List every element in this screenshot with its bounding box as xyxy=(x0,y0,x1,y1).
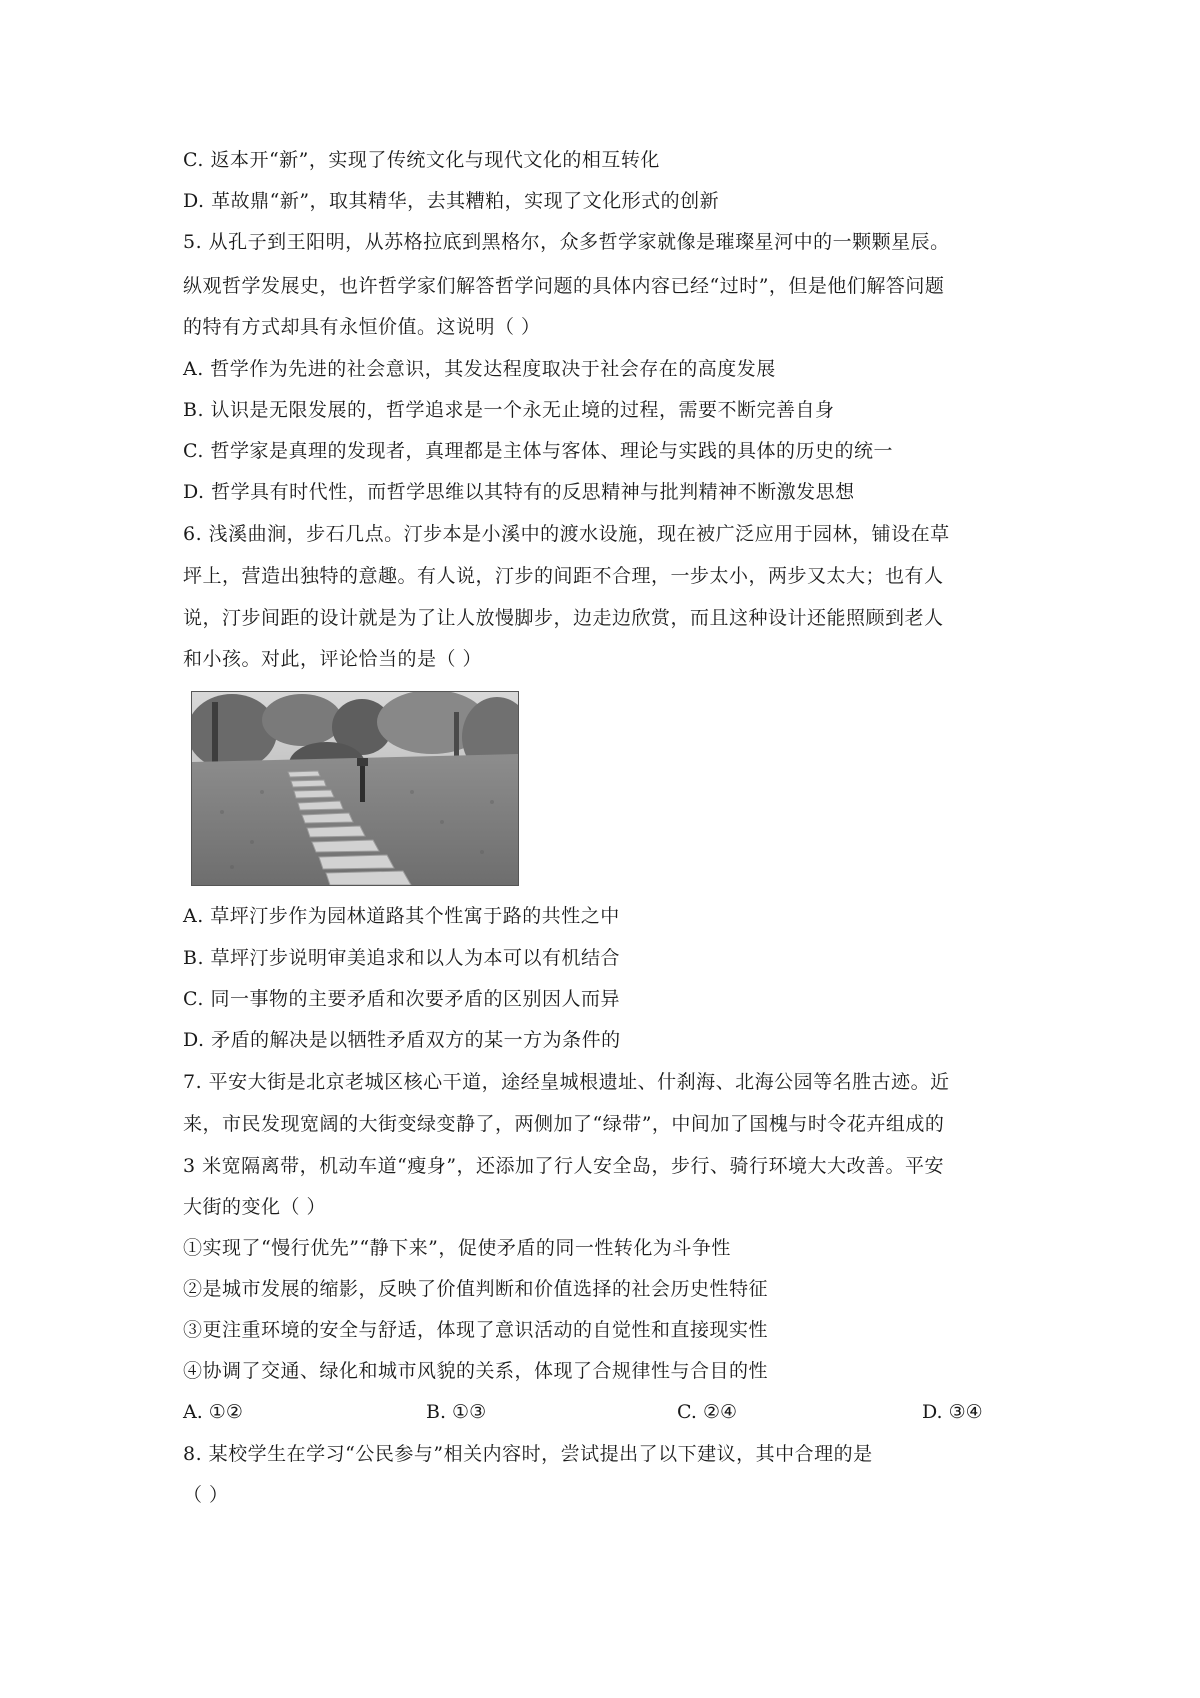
q6-option-a: A. 草坪汀步作为园林道路其个性寓于路的共性之中 xyxy=(183,905,620,927)
q6-option-c: C. 同一事物的主要矛盾和次要矛盾的区别因人而异 xyxy=(183,988,620,1010)
q7-stem-line-1: 7. 平安大街是北京老城区核心干道，途经皇城根遗址、什刹海、北海公园等名胜古迹。近 xyxy=(183,1071,950,1093)
q5-option-b: B. 认识是无限发展的，哲学追求是一个永无止境的过程，需要不断完善自身 xyxy=(183,399,835,421)
q4-option-d: D. 革故鼎“新”，取其精华，去其糟粕，实现了文化形式的创新 xyxy=(183,190,720,212)
q5-option-a: A. 哲学作为先进的社会意识，其发达程度取决于社会存在的高度发展 xyxy=(183,358,776,380)
q7-stem-line-4: 大街的变化（ ） xyxy=(183,1196,327,1218)
q5-option-d: D. 哲学具有时代性，而哲学思维以其特有的反思精神与批判精神不断激发思想 xyxy=(183,481,855,503)
q7-item-1: ①实现了“慢行优先”“静下来”，促使矛盾的同一性转化为斗争性 xyxy=(183,1237,731,1259)
q6-stem-line-4: 和小孩。对此，评论恰当的是（ ） xyxy=(183,648,483,670)
q6-stem-line-2: 坪上，营造出独特的意趣。有人说，汀步的间距不合理，一步太小，两步又太大；也有人 xyxy=(183,565,944,587)
q8-stem-line-2: （ ） xyxy=(183,1484,229,1506)
q8-stem-line-1: 8. 某校学生在学习“公民参与”相关内容时，尝试提出了以下建议，其中合理的是 xyxy=(183,1443,873,1465)
q7-stem-line-3: 3 米宽隔离带，机动车道“瘦身”，还添加了行人安全岛，步行、骑行环境大大改善。平安 xyxy=(183,1155,945,1177)
q7-item-3: ③更注重环境的安全与舒适，体现了意识活动的自觉性和直接现实性 xyxy=(183,1319,769,1341)
q5-stem-line-1: 5. 从孔子到王阳明，从苏格拉底到黑格尔，众多哲学家就像是璀璨星河中的一颗颗星辰。 xyxy=(183,231,950,253)
q7-option-a: A. ①② xyxy=(183,1401,243,1423)
q4-option-c: C. 返本开“新”，实现了传统文化与现代文化的相互转化 xyxy=(183,149,660,171)
q5-option-c: C. 哲学家是真理的发现者，真理都是主体与客体、理论与实践的具体的历史的统一 xyxy=(183,440,893,462)
q6-option-b: B. 草坪汀步说明审美追求和以人为本可以有机结合 xyxy=(183,947,621,969)
stepping-stone-photo xyxy=(191,691,519,886)
q6-stem-line-1: 6. 浅溪曲涧，步石几点。汀步本是小溪中的渡水设施，现在被广泛应用于园林，铺设在草 xyxy=(183,523,950,545)
q7-option-c: C. ②④ xyxy=(677,1401,738,1423)
q6-stem-line-3: 说，汀步间距的设计就是为了让人放慢脚步，边走边欣赏，而且这种设计还能照顾到老人 xyxy=(183,607,944,629)
q6-option-d: D. 矛盾的解决是以牺牲矛盾双方的某一方为条件的 xyxy=(183,1029,621,1051)
q5-stem-line-3: 的特有方式却具有永恒价值。这说明（ ） xyxy=(183,316,541,338)
stepping-stone-photo-drawing xyxy=(192,692,518,885)
q7-item-4: ④协调了交通、绿化和城市风貌的关系，体现了合规律性与合目的性 xyxy=(183,1360,769,1382)
q7-option-b: B. ①③ xyxy=(426,1401,487,1423)
q7-stem-line-2: 来，市民发现宽阔的大街变绿变静了，两侧加了“绿带”，中间加了国槐与时令花卉组成的 xyxy=(183,1113,945,1135)
q7-option-d: D. ③④ xyxy=(922,1401,983,1423)
q7-item-2: ②是城市发展的缩影，反映了价值判断和价值选择的社会历史性特征 xyxy=(183,1278,769,1300)
q5-stem-line-2: 纵观哲学发展史，也许哲学家们解答哲学问题的具体内容已经“过时”，但是他们解答问题 xyxy=(183,275,945,297)
